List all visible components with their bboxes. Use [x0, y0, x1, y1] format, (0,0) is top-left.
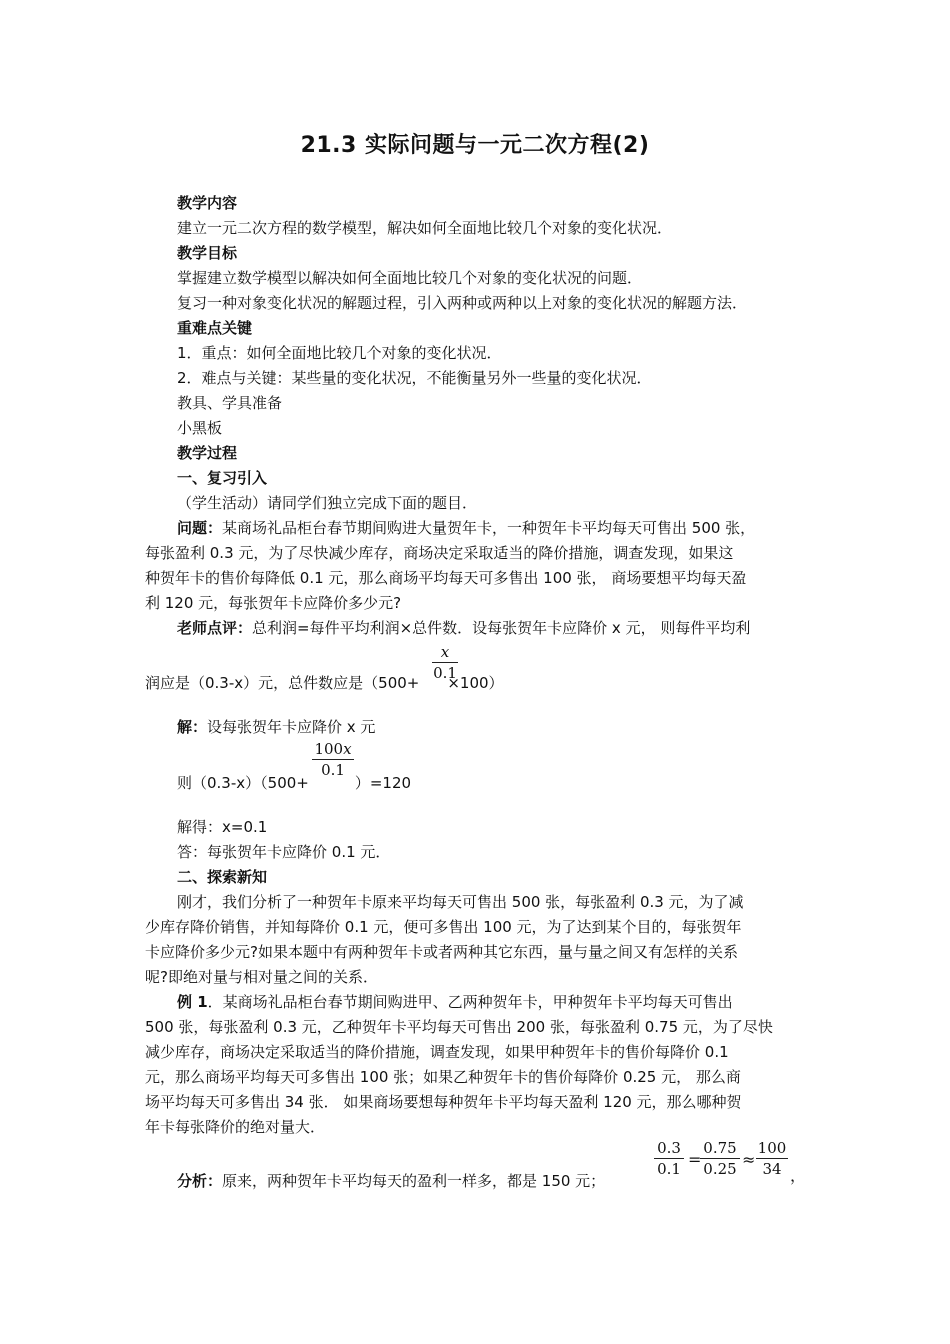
solution-label: 解： — [177, 718, 208, 736]
fraction-denominator: 0.25 — [703, 1160, 737, 1178]
comment-line-2 — [145, 673, 504, 693]
fraction-bar — [700, 1158, 740, 1159]
ratio-fraction-a — [654, 1139, 684, 1178]
example-line-1 — [177, 992, 733, 1012]
approx-sign: ≈ — [742, 1150, 756, 1169]
analysis-text: 原来，两种贺年卡平均每天的盈利一样多，都是 150 元； — [222, 1172, 606, 1190]
goal-text-1: 掌握建立数学模型以解决如何全面地比较几个对象的变化状况的问题． — [177, 269, 643, 287]
fraction-bar — [654, 1158, 684, 1159]
key-point-1: 1．重点：如何全面地比较几个对象的变化状况． — [177, 344, 502, 362]
solution-text-2b: ）=120 — [354, 774, 412, 792]
heading-goal: 教学目标 — [177, 244, 238, 262]
trailing-comma: ， — [790, 1166, 807, 1185]
problem-text-1: 某商场礼品柜台春节期间购进大量贺年卡，一种贺年卡平均每天可售出 500 张， — [222, 519, 756, 537]
tools-text: 小黑板 — [177, 419, 223, 437]
fraction-denominator: 0.1 — [433, 664, 457, 682]
fraction-numerator — [312, 740, 354, 758]
explore-line-4: 呢?即绝对量与相对量之间的关系． — [145, 968, 378, 986]
heading-key: 重难点关键 — [177, 319, 253, 337]
heading-content: 教学内容 — [177, 194, 238, 212]
fraction-bar — [432, 662, 458, 663]
analysis-label: 分析： — [177, 1172, 223, 1190]
analysis-line — [177, 1171, 605, 1191]
key-point-2: 2．难点与关键：某些量的变化状况，不能衡量另外一些量的变化状况． — [177, 369, 652, 387]
ratio-fraction-c — [756, 1139, 788, 1178]
fraction-denominator: 0.1 — [321, 761, 345, 779]
problem-line-4: 利 120 元，每张贺年卡应降价多少元? — [145, 594, 402, 612]
heading-review: 一、复习引入 — [177, 469, 268, 487]
solution-text-1: 设每张贺年卡应降价 x 元 — [207, 718, 376, 736]
problem-line-1 — [177, 518, 755, 538]
heading-explore: 二、探索新知 — [177, 868, 268, 886]
variable-x: x — [343, 740, 352, 758]
heading-process: 教学过程 — [177, 444, 238, 462]
goal-text-2: 复习一种对象变化状况的解题过程，引入两种或两种以上对象的变化状况的解题方法． — [177, 294, 748, 312]
solution-line-2 — [177, 773, 411, 793]
fraction-numerator: 0.3 — [657, 1139, 681, 1157]
fraction-numerator-text: 100 — [314, 740, 344, 758]
example-label: 例 1 — [177, 993, 208, 1011]
problem-line-2: 每张盈利 0.3 元，为了尽快减少库存，商场决定采取适当的降价措施，调查发现，如果这 — [145, 544, 734, 562]
fraction-denominator: 34 — [762, 1160, 782, 1178]
example-line-5: 场平均每天可多售出 34 张． 如果商场要想每种贺年卡平均每天盈利 120 元，那么哪种贺 — [145, 1093, 742, 1111]
review-intro: （学生活动）请同学们独立完成下面的题目． — [177, 494, 478, 512]
fraction-bar — [312, 759, 354, 760]
problem-line-3: 种贺年卡的售价每降低 0.1 元，那么商场平均每天可多售出 100 张， 商场要想平均每天盈 — [145, 569, 747, 587]
example-text-1: ．某商场礼品柜台春节期间购进甲、乙两种贺年卡，甲种贺年卡平均每天可售出 — [207, 993, 733, 1011]
explore-line-2: 少库存降价销售，并知每降价 0.1 元，便可多售出 100 元，为了达到某个目的，每张贺年 — [145, 918, 742, 936]
answer-text: 答：每张贺年卡应降价 0.1 元． — [177, 843, 391, 861]
fraction-numerator: 100 — [757, 1139, 787, 1157]
equals-sign: = — [688, 1150, 702, 1169]
comment-text-1: 总利润=每件平均利润×总件数．设每张贺年卡应降价 x 元， 则每件平均利 — [252, 619, 751, 637]
page-title: 21.3 实际问题与一元二次方程(2) — [300, 133, 650, 158]
comment-text-2b: ×100） — [447, 674, 504, 692]
heading-tools: 教具、学具准备 — [177, 394, 283, 412]
comment-line-1 — [177, 618, 750, 638]
example-line-2: 500 张，每张盈利 0.3 元，乙种贺年卡平均每天可售出 200 张，每张盈利 0.75 元，为了尽快 — [145, 1018, 773, 1036]
explore-line-1: 刚才，我们分析了一种贺年卡原来平均每天可售出 500 张，每张盈利 0.3 元，为了减 — [177, 893, 744, 911]
comment-label: 老师点评： — [177, 619, 253, 637]
solve-text: 解得：x=0.1 — [177, 818, 268, 836]
explore-line-3: 卡应降价多少元?如果本题中有两种贺年卡或者两种其它东西，量与量之间又有怎样的关系 — [145, 943, 738, 961]
fraction-numerator: x — [440, 643, 450, 661]
example-line-6: 年卡每张降价的绝对量大． — [145, 1118, 326, 1136]
fraction-numerator: 0.75 — [703, 1139, 737, 1157]
solution-line-1 — [177, 717, 375, 737]
example-line-3: 减少库存，商场决定采取适当的降价措施，调查发现，如果甲种贺年卡的售价每降价 0.1 — [145, 1043, 729, 1061]
solution-text-2a: 则（0.3-x）（500+ — [177, 774, 309, 792]
ratio-fraction-b — [700, 1139, 740, 1178]
problem-label: 问题： — [177, 519, 223, 537]
fraction-denominator: 0.1 — [657, 1160, 681, 1178]
comment-text-2a: 润应是（0.3-x）元，总件数应是（500+ — [145, 674, 420, 692]
content-text: 建立一元二次方程的数学模型，解决如何全面地比较几个对象的变化状况． — [177, 219, 673, 237]
fraction-bar — [756, 1158, 788, 1159]
example-line-4: 元，那么商场平均每天可多售出 100 张；如果乙种贺年卡的售价每降价 0.25 元， 那么商 — [145, 1068, 741, 1086]
